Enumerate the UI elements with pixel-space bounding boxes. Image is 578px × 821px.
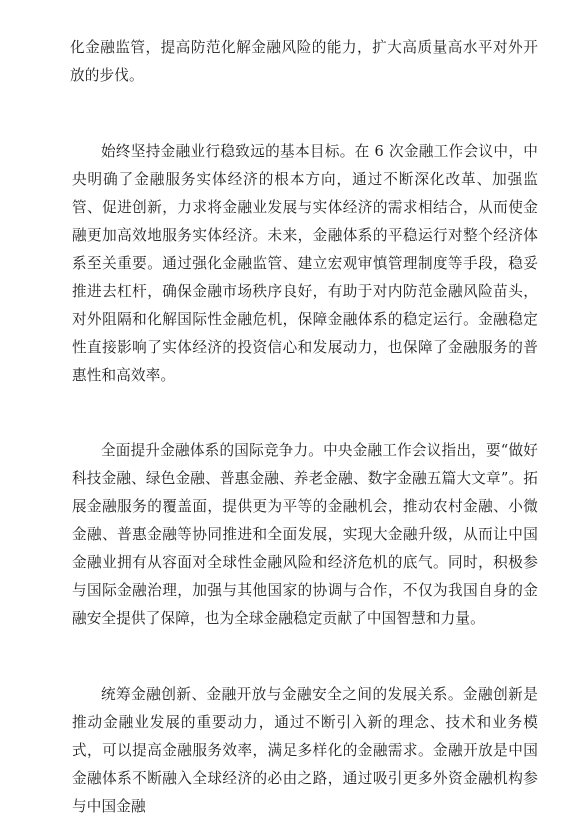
paragraph-international-competitiveness: 全面提升金融体系的国际竞争力。中央金融工作会议指出，要“做好科技金融、绿色金融、普惠金融、养老金融、数字金融五篇大文章”。拓展金融服务的覆盖面，提供更为平等的金融机会，推动农村金融、小微金融、普惠金融等协同推进和全面发展，实现大金融升级，从而让中国金融业拥有从容面对全球性金融风险和经济危机的底气。同时，积极参与国际金融治理，加强与其他国家的协调与合作，不仅为我国自身的金融安全提供了保障，也为全球金融稳定贡献了中国智慧和力量。 xyxy=(72,442,538,627)
paragraph-innovation-openness-security: 统筹金融创新、金融开放与金融安全之间的发展关系。金融创新是推动金融业发展的重要动力，通过不断引入新的理念、技术和业务模式，可以提高金融服务效率，满足多样化的金融需求。金融开放是中国金融体系不断融入全球经济的必由之路，通过吸引更多外资金融机构参与中国金融 xyxy=(72,686,538,815)
paragraph-continuation: 化金融监管，提高防范化解金融风险的能力，扩大高质量高水平对外开放的步伐。 xyxy=(70,39,538,84)
paragraph-financial-stability-goal: 始终坚持金融业行稳致远的基本目标。在 6 次金融工作会议中，中央明确了金融服务实体经济的根本方向，通过不断深化改革、加强监管、促进创新，力求将金融业发展与实体经济的需求相结合，从而使金融更加高效地服务实体经济。未来，金融体系的平稳运行对整个经济体系至关重要。通过强化金融监管、建立宏观审慎管理制度等手段，稳妥推进去杠杆，确保金融市场秩序良好，有助于对内防范金融风险苗头，对外阻隔和化解国际性金融危机，保障金融体系的稳定运行。金融稳定性直接影响了实体经济的投资信心和发展动力，也保障了金融服务的普惠性和高效率。 xyxy=(72,143,538,384)
